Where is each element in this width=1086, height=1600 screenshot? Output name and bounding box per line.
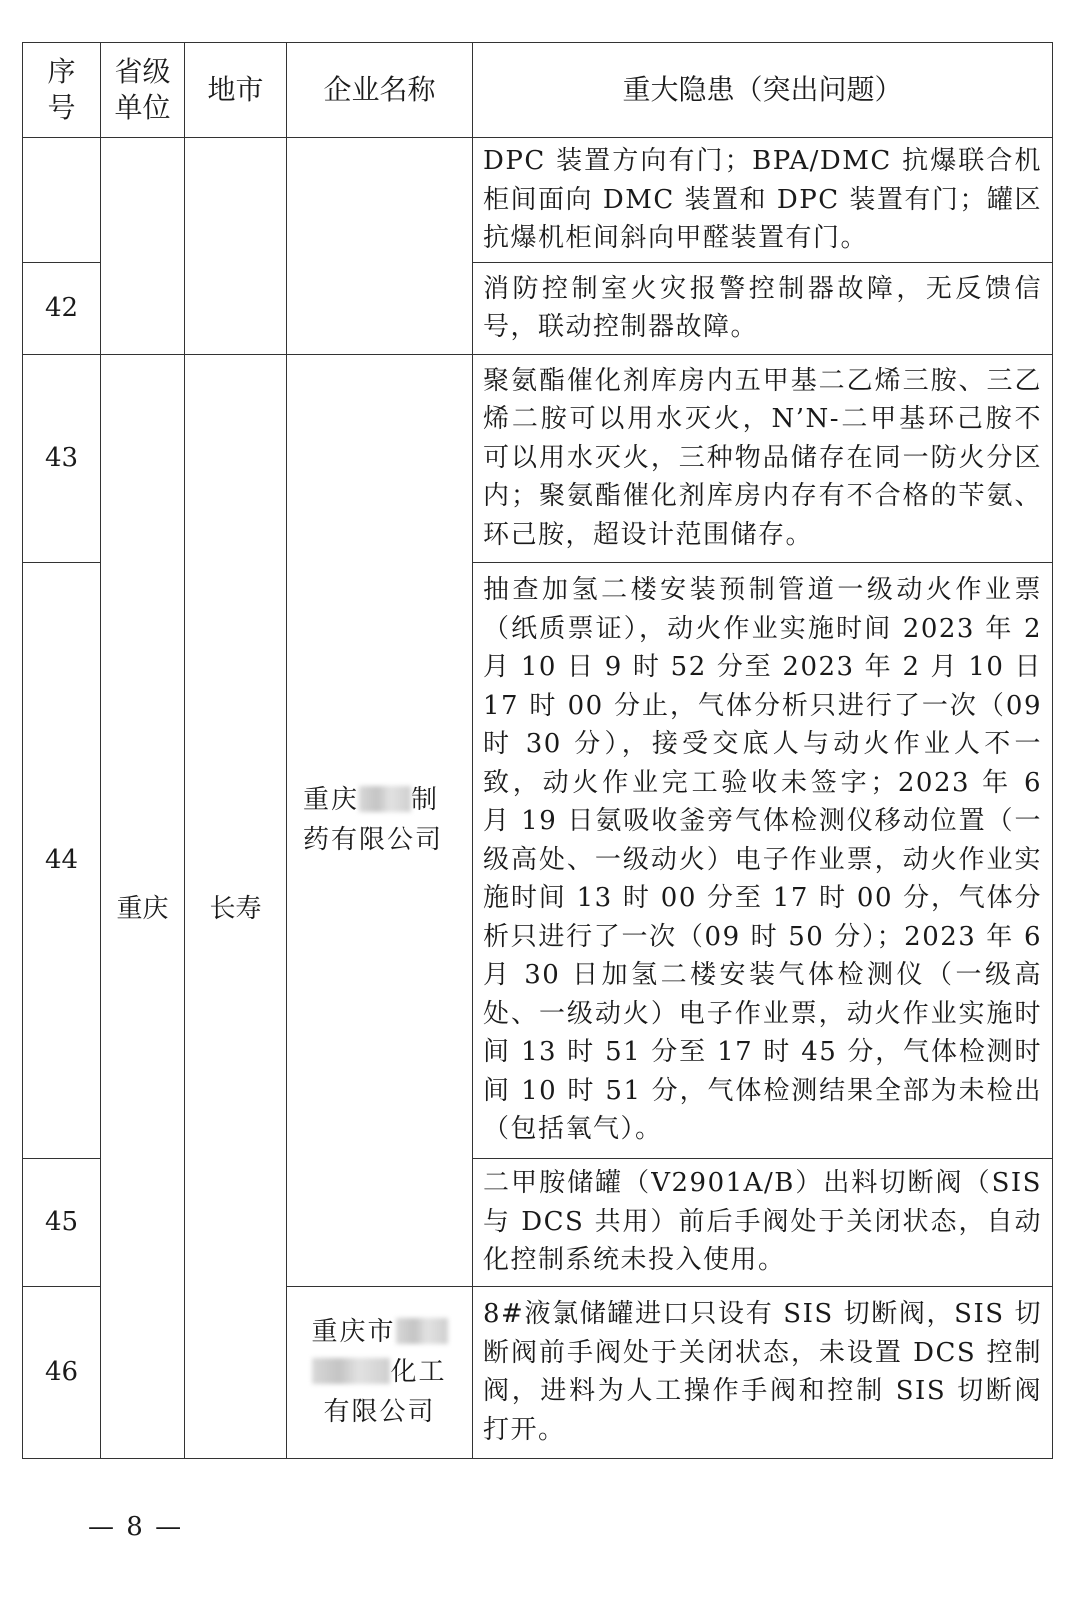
- row-issue: 8#液氯储罐进口只设有 SIS 切断阀，SIS 切断阀前手阀处于关闭状态，未设置 DCS 控制阀，进料为人工操作手阀和控制 SIS 切断阀打开。: [473, 1286, 1053, 1458]
- row-seq: [23, 138, 101, 263]
- table-header-row: [23, 43, 1053, 138]
- city-cell: 长寿: [185, 354, 287, 1458]
- row-issue: 抽查加氢二楼安装预制管道一级动火作业票（纸质票证），动火作业实施时间 2023 年 2 月 10 日 9 时 52 分至 2023 年 2 月 10 日 17 时 00 分止，气体分析只进行了一次（09 时 30 分），接受交底人与动火作业人不一致，动火作业完工验收未签字；2023 年 6 月 19 日氨吸收釜旁气体检测仪移动位置（一级高处、一级动火）电子作业票，动火作业实施时间 13 时 00 分至 17 时 00 分，气体分析只进行了一次（09 时 50 分）；2023 年 6 月 30 日加氢二楼安装气体检测仪（一级高处、一级动火）电子作业票，动火作业实施时间 13 时 51 分至 17 时 45 分，气体检测时间 10 时 51 分，气体检测结果全部为未检出（包括氧气）。: [473, 562, 1053, 1158]
- table-row: [23, 354, 1053, 562]
- header-province: 省级单位: [101, 43, 185, 138]
- company-a-suffix: 制: [411, 785, 440, 815]
- row-issue: 聚氨酯催化剂库房内五甲基二乙烯三胺、三乙烯二胺可以用水灭火，N’N-二甲基环己胺不可以用水灭火，三种物品储存在同一防火分区内；聚氨酯催化剂库房内存有不合格的苄氨、环己胺，超设计范围储存。: [473, 354, 1053, 562]
- header-city: 地市: [185, 43, 287, 138]
- company-b-line2-suffix: 化工: [390, 1357, 447, 1387]
- row-seq: 45: [23, 1158, 101, 1286]
- company-b-line1: 重庆市: [311, 1317, 396, 1347]
- row-seq: 42: [23, 262, 101, 354]
- header-issue: 重大隐患（突出问题）: [473, 43, 1053, 138]
- page-number: — 8 —: [88, 1512, 184, 1542]
- row-issue: 二甲胺储罐（V2901A/B）出料切断阀（SIS 与 DCS 共用）前后手阀处于关闭状态，自动化控制系统未投入使用。: [473, 1158, 1053, 1286]
- redaction-blur: [359, 786, 411, 812]
- row-issue: DPC 装置方向有门；BPA/DMC 抗爆联合机柜间面向 DMC 装置和 DPC 装置有门；罐区抗爆机柜间斜向甲醛装置有门。: [473, 138, 1053, 263]
- row-seq: 43: [23, 354, 101, 562]
- redaction-blur: [312, 1358, 390, 1384]
- hazard-table: [22, 42, 1053, 1459]
- header-seq: 序号: [23, 43, 101, 138]
- company-name-a: [287, 354, 473, 1286]
- company-a-line2: 药有限公司: [303, 825, 444, 855]
- company-cell-prev: [287, 138, 473, 355]
- row-seq: 44: [23, 562, 101, 1158]
- redaction-blur: [396, 1318, 448, 1344]
- company-a-prefix: 重庆: [303, 785, 360, 815]
- province-cell: 重庆: [101, 354, 185, 1458]
- row-issue: 消防控制室火灾报警控制器故障，无反馈信号，联动控制器故障。: [473, 262, 1053, 354]
- province-cell-prev: [101, 138, 185, 355]
- header-company: 企业名称: [287, 43, 473, 138]
- row-seq: 46: [23, 1286, 101, 1458]
- company-b-line3: 有限公司: [323, 1397, 436, 1427]
- city-cell-prev: [185, 138, 287, 355]
- table-row: [23, 138, 1053, 263]
- company-name-b: [287, 1286, 473, 1458]
